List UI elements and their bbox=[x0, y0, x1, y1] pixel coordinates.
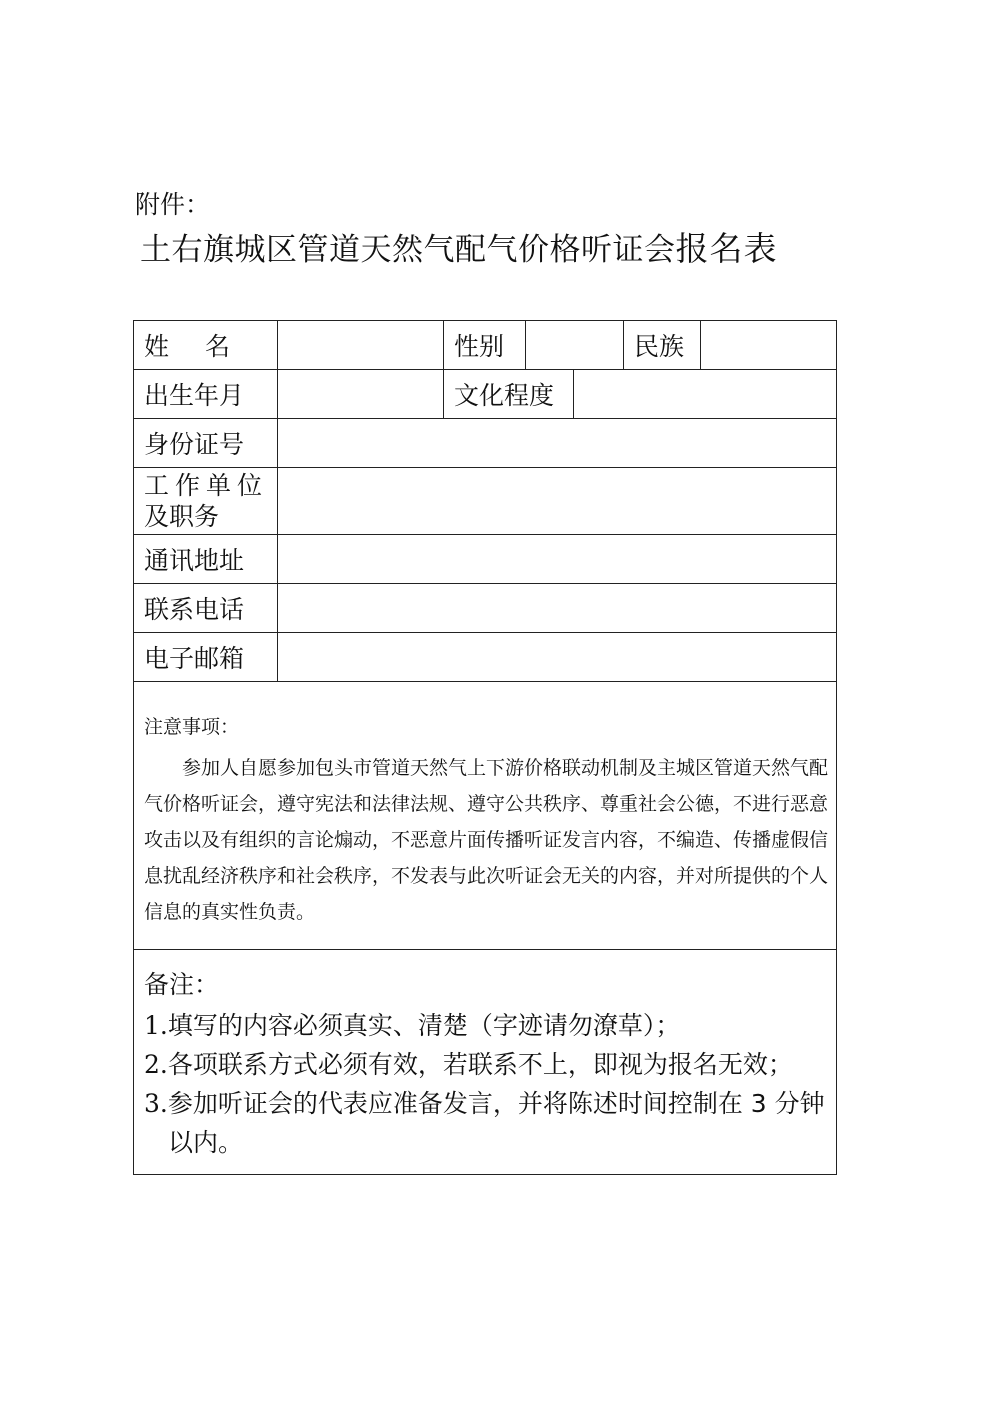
email-field[interactable] bbox=[278, 633, 837, 682]
ethnicity-label: 民族 bbox=[624, 321, 701, 370]
work-label-line1: 工作单位 bbox=[144, 471, 269, 500]
page-title bbox=[140, 226, 880, 273]
notice-section bbox=[134, 682, 837, 950]
remark-text: 填写的内容必须真实、清楚（字迹请勿潦草）； bbox=[167, 1011, 681, 1040]
name-label: 姓名 bbox=[134, 321, 278, 370]
remarks-list bbox=[144, 1006, 830, 1162]
work-field[interactable] bbox=[278, 468, 837, 535]
address-label: 通讯地址 bbox=[134, 535, 278, 584]
education-label: 文化程度 bbox=[444, 370, 574, 419]
notice-body: 参加人自愿参加包头市管道天然气上下游价格联动机制及主城区管道天然气配气价格听证会，遵守宪法和法律法规、遵守公共秩序、尊重社会公德，不进行恶意攻击以及有组织的言论煽动，不恶意片面传播听证发言内容，不编造、传播虚假信息扰乱经济秩序和社会秩序，不发表与此次听证会无关的内容，并对所提供的个人信息的真实性负责。 bbox=[144, 757, 829, 923]
education-field[interactable] bbox=[574, 370, 837, 419]
remark-number: 2. bbox=[144, 1050, 168, 1079]
remark-text: 参加听证会的代表应准备发言，并将陈述时间控制在 3 分钟以内。 bbox=[167, 1089, 825, 1157]
birth-label: 出生年月 bbox=[134, 370, 278, 419]
gender-label: 性别 bbox=[444, 321, 526, 370]
gender-field[interactable] bbox=[526, 321, 624, 370]
title-calligraphy: 土右旗城区管道天然气配气价格听证会 bbox=[140, 232, 676, 268]
address-field[interactable] bbox=[278, 535, 837, 584]
remark-number: 1. bbox=[144, 1011, 168, 1040]
registration-form bbox=[133, 320, 837, 1175]
remark-item bbox=[144, 1045, 830, 1084]
work-label-line2: 及职务 bbox=[144, 502, 220, 531]
notice-title: 注意事项： bbox=[144, 716, 240, 738]
email-label: 电子邮箱 bbox=[134, 633, 278, 682]
work-label bbox=[134, 468, 278, 535]
title-plain: 报名表 bbox=[675, 229, 778, 268]
name-field[interactable] bbox=[278, 321, 444, 370]
remarks-title: 备注： bbox=[144, 970, 220, 999]
birth-field[interactable] bbox=[278, 370, 444, 419]
attachment-label: 附件： bbox=[135, 190, 211, 219]
ethnicity-field[interactable] bbox=[701, 321, 837, 370]
id-field[interactable] bbox=[278, 419, 837, 468]
remarks-section bbox=[134, 950, 837, 1175]
remark-number: 3. bbox=[144, 1089, 168, 1118]
remark-text: 各项联系方式必须有效，若联系不上，即视为报名无效； bbox=[167, 1050, 793, 1079]
id-label: 身份证号 bbox=[134, 419, 278, 468]
phone-field[interactable] bbox=[278, 584, 837, 633]
remark-item bbox=[144, 1006, 830, 1045]
phone-label: 联系电话 bbox=[134, 584, 278, 633]
remark-item bbox=[144, 1084, 830, 1162]
